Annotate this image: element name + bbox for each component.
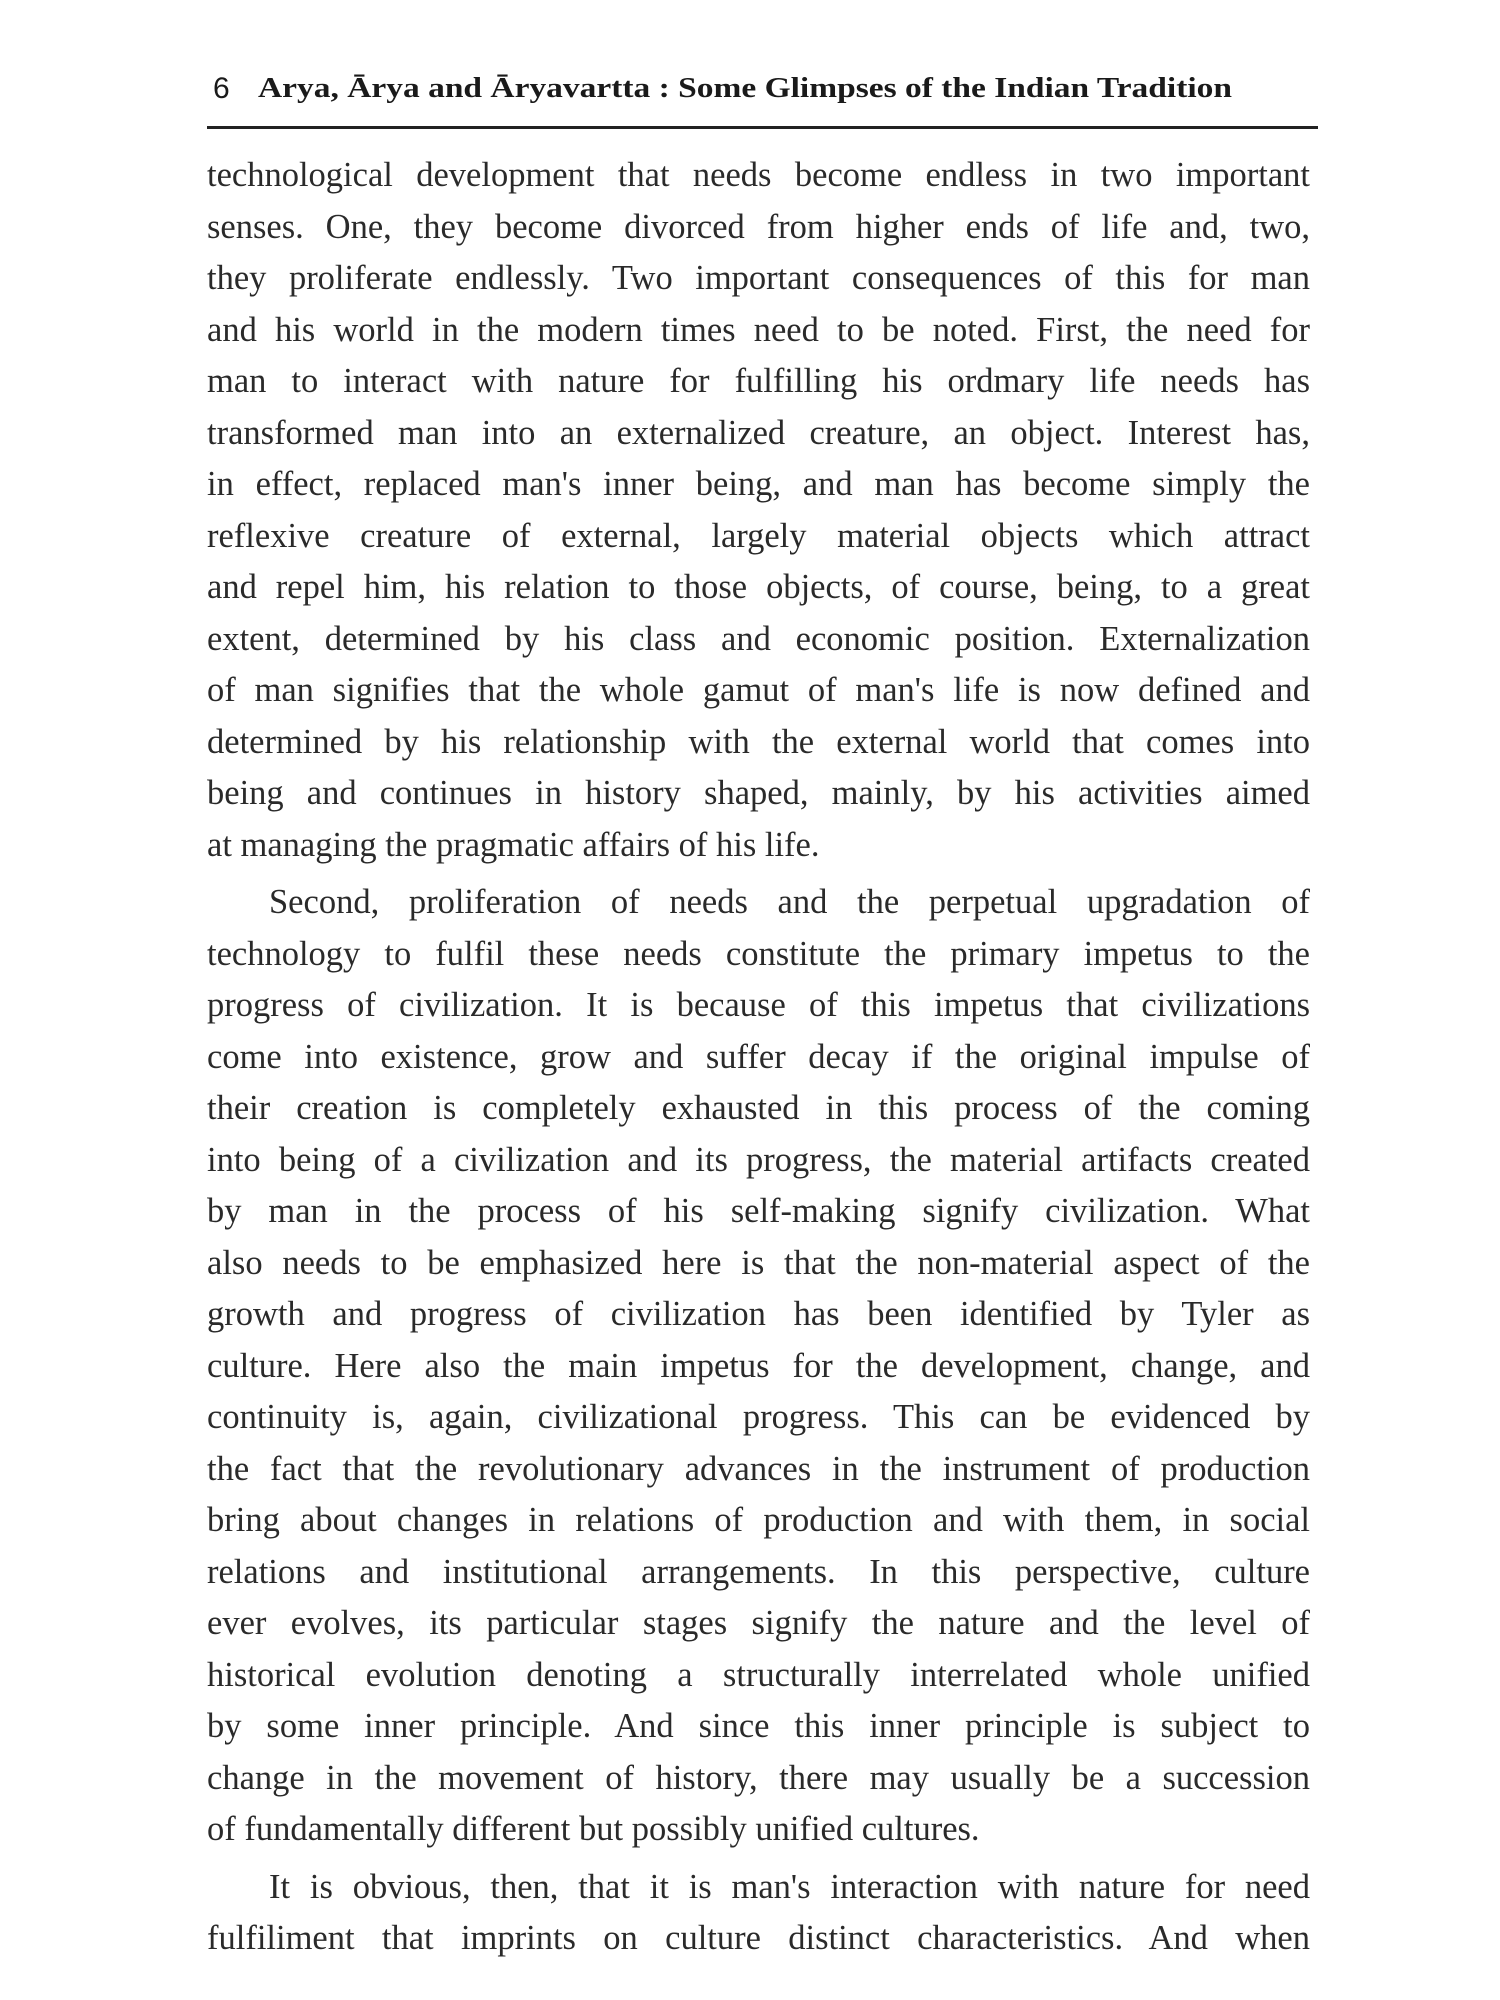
body-text [207,150,1310,1971]
text-line: It is obvious, then, that it is man's interaction with nature for need [269,1867,1310,1906]
text-line: the fact that the revolutionary advances in the instrument of production [207,1449,1310,1488]
paragraph [207,1862,1310,1965]
paragraph [207,877,1310,1856]
text-line: determined by his relationship with the external world that comes into [207,722,1310,761]
text-line: relations and institutional arrangements. In this perspective, culture [207,1552,1310,1591]
text-line: fulfiliment that imprints on culture distinct characteristics. And when [207,1919,1310,1957]
text-line: of fundamentally different but possibly unified cultures. [207,1810,980,1848]
text-line: man to interact with nature for fulfilling his ordmary life needs has [207,362,1310,400]
running-title: Arya, Ārya and Āryavartta : Some Glimpses of the Indian Tradition [258,72,1232,104]
text-line: in effect, replaced man's inner being, and man has become simply the [207,465,1310,503]
text-line: and repel him, his relation to those objects, of course, being, to a great [207,568,1310,606]
text-line: reflexive creature of external, largely material objects which attract [207,516,1310,555]
text-line: bring about changes in relations of production and with them, in social [207,1501,1310,1539]
text-line: continuity is, again, civilizational progress. This can be evidenced by [207,1398,1310,1436]
text-line: they proliferate endlessly. Two important consequences of this for man [207,259,1310,297]
text-line: into being of a civilization and its progress, the material artifacts created [207,1140,1310,1179]
text-line: their creation is completely exhausted in this process of the coming [207,1089,1310,1127]
text-line: transformed man into an externalized creature, an object. Interest has, [207,413,1310,452]
page-number: 6 [213,72,230,105]
paragraph [207,150,1310,871]
running-header [207,72,1318,112]
text-line: technology to fulfil these needs constitute the primary impetus to the [207,934,1310,973]
text-line: senses. One, they become divorced from higher ends of life and, two, [207,207,1310,246]
text-line: change in the movement of history, there may usually be a succession [207,1758,1310,1797]
text-line: and his world in the modern times need to be noted. First, the need for [207,310,1310,349]
text-line: ever evolves, its particular stages signify the nature and the level of [207,1604,1310,1642]
text-line: of man signifies that the whole gamut of man's life is now defined and [207,671,1310,709]
text-line: by man in the process of his self-making signify civilization. What [207,1192,1310,1230]
text-line: growth and progress of civilization has been identified by Tyler as [207,1295,1310,1333]
text-line: progress of civilization. It is because of this impetus that civilizations [207,986,1310,1024]
text-line: extent, determined by his class and economic position. Externalization [207,619,1310,658]
text-line: come into existence, grow and suffer decay if the original impulse of [207,1037,1310,1076]
text-line: at managing the pragmatic affairs of his life. [207,825,820,864]
text-line: also needs to be emphasized here is that the non-material aspect of the [207,1243,1310,1282]
header-rule [207,126,1318,129]
text-line: historical evolution denoting a structurally interrelated whole unified [207,1655,1310,1694]
text-line: culture. Here also the main impetus for the development, change, and [207,1346,1310,1385]
text-line: Second, proliferation of needs and the perpetual upgradation of [269,883,1310,921]
text-line: by some inner principle. And since this inner principle is subject to [207,1707,1310,1745]
text-line: being and continues in history shaped, mainly, by his activities aimed [207,774,1310,812]
text-line: technological development that needs become endless in two important [207,156,1310,194]
